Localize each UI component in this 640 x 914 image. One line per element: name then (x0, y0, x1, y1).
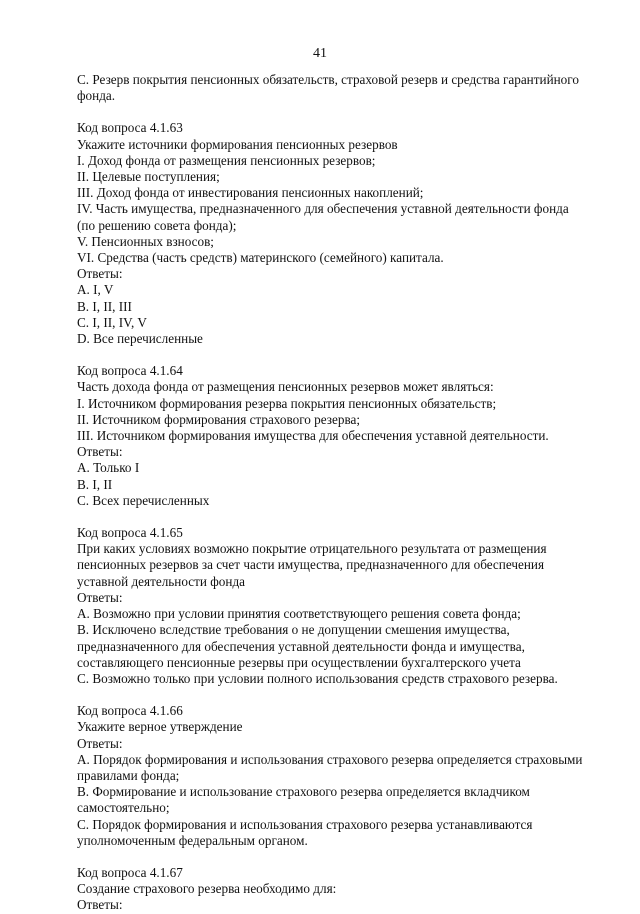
option-line: V. Пенсионных взносов; (77, 233, 214, 249)
question-code: Код вопроса 4.1.65 (77, 525, 183, 541)
spacer (77, 347, 597, 363)
page-number: 41 (313, 46, 327, 61)
answer-line: A. Возможно при условии принятия соответствующего решения совета фонда; (77, 606, 521, 622)
answers-label: Ответы: (77, 266, 123, 282)
answer-line: C. Возможно только при условии полного использования средств страхового резерва. (77, 670, 558, 686)
question-text: Часть дохода фонда от размещения пенсионных резервов может являться: (77, 379, 494, 395)
answer-line: составляющего пенсионные резервы при осуществлении бухгалтерского учета (77, 654, 521, 670)
answer-line: B. I, II, III (77, 298, 132, 314)
option-line: II. Источником формирования страхового резерва; (77, 411, 361, 427)
answer-line: A. I, V (77, 282, 114, 298)
option-line: I. Доход фонда от размещения пенсионных резервов; (77, 152, 376, 168)
answer-line: B. Формирование и использование страхового резерва определяется вкладчиком (77, 784, 530, 800)
question-4-1-67 (77, 865, 597, 914)
option-line: II. Целевые поступления; (77, 169, 220, 185)
option-line: I. Источником формирования резерва покрытия пенсионных обязательств; (77, 395, 497, 411)
answer-line: A. Только I (77, 460, 140, 476)
spacer (77, 849, 597, 865)
answer-line: C. Порядок формирования и использования страхового резерва устанавливаются (77, 816, 533, 832)
question-text: пенсионных резервов за счет части имущества, предназначенного для обеспечения (77, 557, 545, 573)
question-4-1-63 (77, 120, 597, 347)
answer-line: B. Исключено вследствие требования о не допущении смешения имущества, (77, 622, 510, 638)
option-line: VI. Средства (часть средств) материнского (семейного) капитала. (77, 250, 444, 266)
question-4-1-64 (77, 363, 597, 509)
spacer (77, 509, 597, 525)
option-line: IV. Часть имущества, предназначенного для обеспечения уставной деятельности фонда (77, 201, 569, 217)
answer-line: D. Все перечисленные (77, 331, 203, 347)
answer-line: B. I, II (77, 476, 113, 492)
text-line: фонда. (77, 88, 116, 104)
answer-line: C. I, II, IV, V (77, 314, 147, 330)
option-line: (по решению совета фонда); (77, 217, 237, 233)
question-code: Код вопроса 4.1.63 (77, 120, 183, 136)
intro-block (77, 72, 597, 104)
answers-label: Ответы: (77, 444, 123, 460)
answer-line: самостоятельно; (77, 800, 170, 816)
question-text: Создание страхового резерва необходимо для: (77, 881, 337, 897)
answers-label: Ответы: (77, 589, 123, 605)
option-line: III. Доход фонда от инвестирования пенсионных накоплений; (77, 185, 424, 201)
question-code: Код вопроса 4.1.67 (77, 864, 183, 880)
answer-line: C. Всех перечисленных (77, 492, 210, 508)
answers-label: Ответы: (77, 735, 123, 751)
option-line: III. Источником формирования имущества для обеспечения уставной деятельности. (77, 428, 549, 444)
question-text: Укажите верное утверждение (77, 719, 243, 735)
spacer (77, 687, 597, 703)
question-4-1-65 (77, 525, 597, 687)
question-code: Код вопроса 4.1.64 (77, 363, 183, 379)
question-code: Код вопроса 4.1.66 (77, 703, 183, 719)
spacer (77, 104, 597, 120)
question-4-1-66 (77, 703, 597, 849)
page-content (77, 72, 597, 914)
answer-line: A. Порядок формирования и использования страхового резерва определяется страховыми (77, 751, 583, 767)
answer-line: уполномоченным федеральным органом. (77, 832, 308, 848)
answer-line: предназначенного для обеспечения уставной деятельности фонда и имущества, (77, 638, 525, 654)
text-line: С. Резерв покрытия пенсионных обязательств, страховой резерв и средства гарантийного (77, 72, 579, 87)
answer-line: правилами фонда; (77, 767, 180, 783)
question-text: Укажите источники формирования пенсионных резервов (77, 136, 398, 152)
question-text: уставной деятельности фонда (77, 573, 246, 589)
answers-label: Ответы: (77, 897, 123, 913)
question-text: При каких условиях возможно покрытие отрицательного результата от размещения (77, 541, 547, 557)
